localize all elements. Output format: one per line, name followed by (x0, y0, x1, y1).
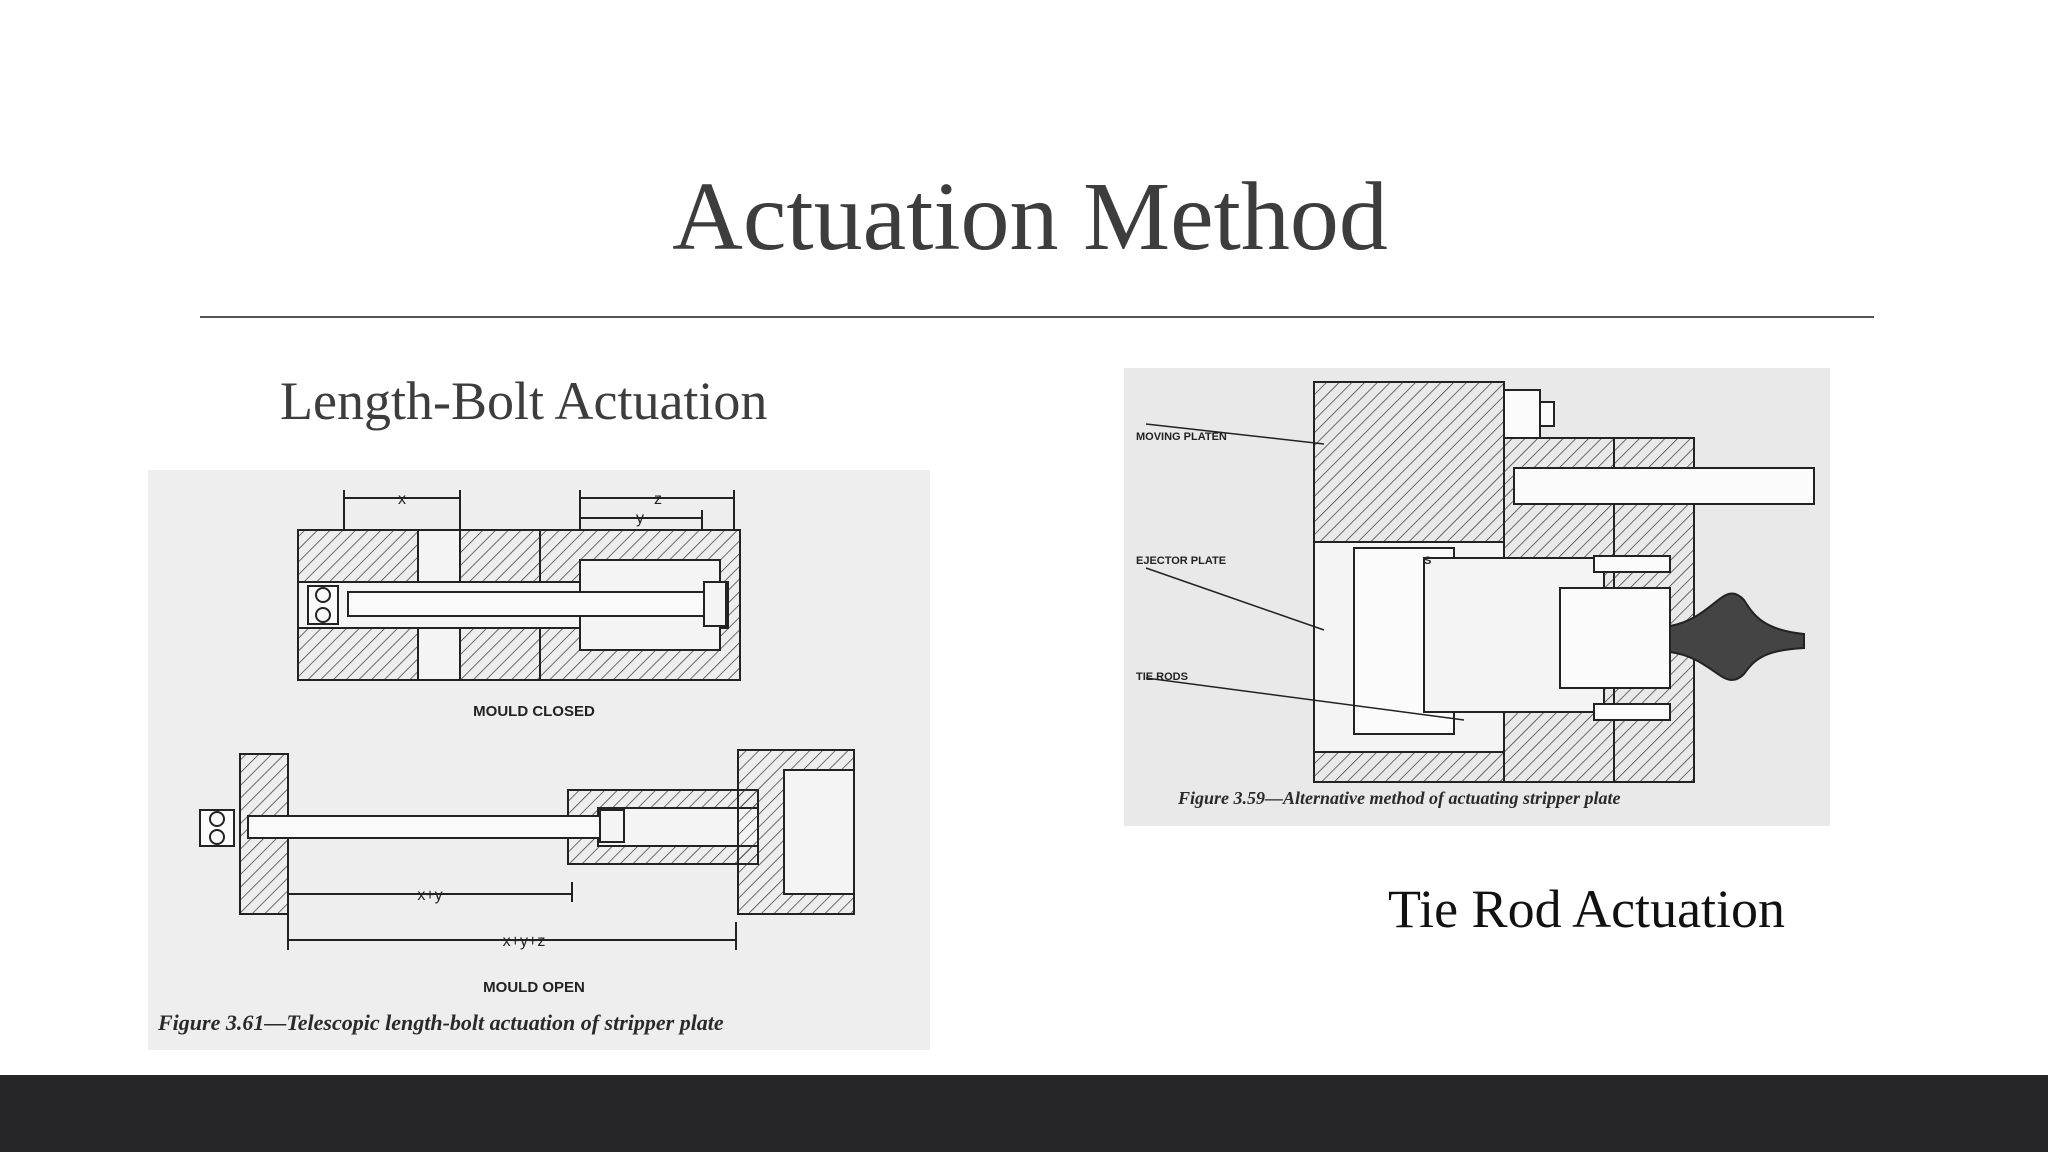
mould-closed-assembly (298, 490, 740, 720)
slide-title: Actuation Method (672, 163, 1388, 271)
length-bolt-figure (148, 470, 930, 1050)
tie-rod-drawing (1124, 368, 1830, 826)
mould-open-assembly (200, 750, 854, 996)
s-mark: S (1424, 555, 1432, 567)
left-heading: Length-Bolt Actuation (280, 371, 768, 431)
dim-xyz-label: x+y+z (502, 933, 546, 950)
dim-xy-label: x+y (417, 887, 443, 904)
mould-closed-label: MOULD CLOSED (473, 703, 595, 720)
dim-x-label: x (398, 491, 406, 508)
length-bolt-drawing (148, 470, 930, 1050)
right-heading: Tie Rod Actuation (1388, 879, 1786, 939)
tie-rod-figure (1124, 368, 1830, 826)
ejector-plate-label: EJECTOR PLATE (1136, 555, 1227, 567)
footer-bar (0, 1075, 2048, 1152)
left-figure-caption: Figure 3.61—Telescopic length-bolt actuation of stripper plate (158, 1010, 724, 1035)
title-divider (200, 316, 1874, 318)
mould-open-label: MOULD OPEN (483, 979, 585, 996)
moving-platen-label: MOVING PLATEN (1136, 431, 1227, 443)
dim-y-label: y (636, 510, 644, 527)
right-figure-caption: Figure 3.59—Alternative method of actuating stripper plate (1178, 788, 1621, 808)
tie-rods-label: TIE RODS (1136, 671, 1188, 683)
dim-z-label: z (654, 491, 662, 508)
